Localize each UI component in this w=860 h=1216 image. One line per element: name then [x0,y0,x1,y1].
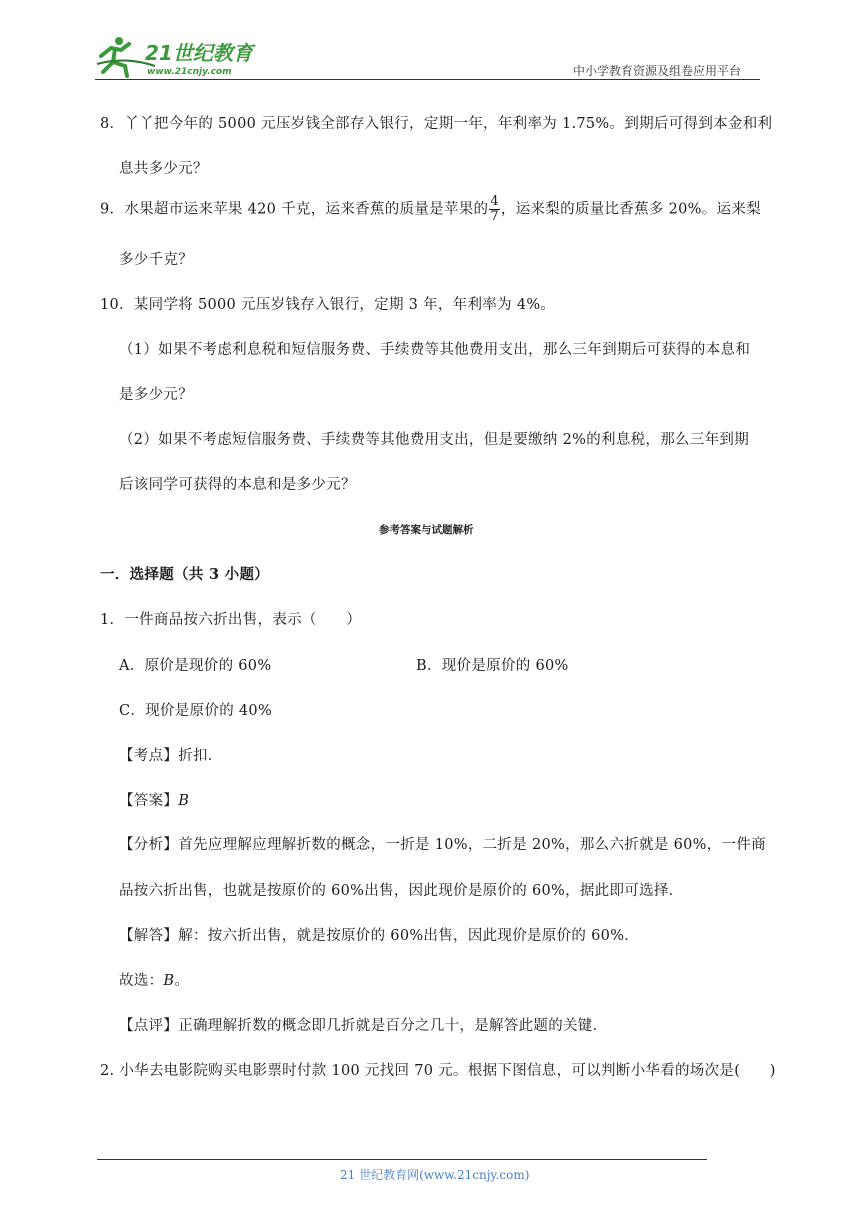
a1-answer [119,789,189,810]
section-heading: 一．选择题（共 3 小题） [100,566,270,583]
q9-line-2: 多少千克？ [119,252,193,268]
q8-line-1: 8．丫丫把今年的 5000 元压岁钱全部存入银行，定期一年，年利率为 1.75%。到期后可得到本金和利 [100,116,773,132]
a1-option-b: B．现价是原价的 60% [416,658,569,674]
a1-option-c: C．现价是原价的 40% [119,703,273,719]
a1-option-a: A．原价是现价的 60% [119,658,272,674]
header-divider [95,79,760,80]
fraction-numerator: 4 [490,194,499,209]
q9-text-b: ，运来梨的质量比香蕉多 20%。运来梨 [500,201,761,218]
logo-text: 21世纪教育 [145,41,253,65]
choose-end: 。 [174,973,190,989]
logo-url: www.21cnjy.com [147,67,232,77]
a1-solution: 【解答】解：按六折出售，就是按原价的 60%出售，因此现价是原价的 60%． [119,928,640,944]
a1-comment: 【点评】正确理解折数的概念即几折就是百分之几十，是解答此题的关键． [119,1018,608,1034]
a1-question: 1．一件商品按六折出售，表示（ ） [100,612,362,628]
answer-label: 【答案】 [119,793,179,809]
fraction-denominator: 7 [490,209,499,224]
a1-kaodian: 【考点】折扣． [119,748,223,764]
a1-analysis-line-1: 【分析】首先应理解应理解折数的概念，一折是 10%，二折是 20%，那么六折就是 60%，一件商 [119,837,766,853]
q10-part1-line-1: （1）如果不考虑利息税和短信服务费、手续费等其他费用支出，那么三年到期后可获得的本息和 [119,342,751,358]
q9-text-a: 9．水果超市运来苹果 420 千克，运来香蕉的质量是苹果的 [100,201,489,218]
q10-line-1: 10．某同学将 5000 元压岁钱存入银行，定期 3 年，年利率为 4%。 [100,297,556,313]
q8-line-2: 息共多少元？ [119,161,208,177]
site-logo [95,34,265,78]
platform-name: 中小学教育资源及组卷应用平台 [573,64,742,78]
a1-choose [119,969,189,990]
choose-value: B [163,973,175,989]
q10-part1-line-2: 是多少元？ [119,387,193,403]
q9-line-1 [100,195,761,224]
a1-analysis-line-2: 品按六折出售，也就是按原价的 60%出售，因此现价是原价的 60%，据此即可选择． [119,883,684,899]
fraction [489,195,500,224]
answer-value: B [178,793,190,809]
choose-label: 故选： [119,973,164,989]
footer-text: 21 世纪教育网(www.21cnjy.com) [340,1168,530,1182]
q10-part2-line-2: 后该同学可获得的本息和是多少元？ [119,477,356,493]
footer-divider [97,1159,707,1160]
q2-line-1: 2. 小华去电影院购买电影票时付款 100 元找回 70 元。根据下图信息，可以判断小华看的场次是( ) [100,1063,776,1079]
q10-part2-line-1: （2）如果不考虑短信服务费、手续费等其他费用支出，但是要缴纳 2%的利息税，那么三年到期 [119,432,750,448]
answers-title: 参考答案与试题解析 [379,524,474,536]
